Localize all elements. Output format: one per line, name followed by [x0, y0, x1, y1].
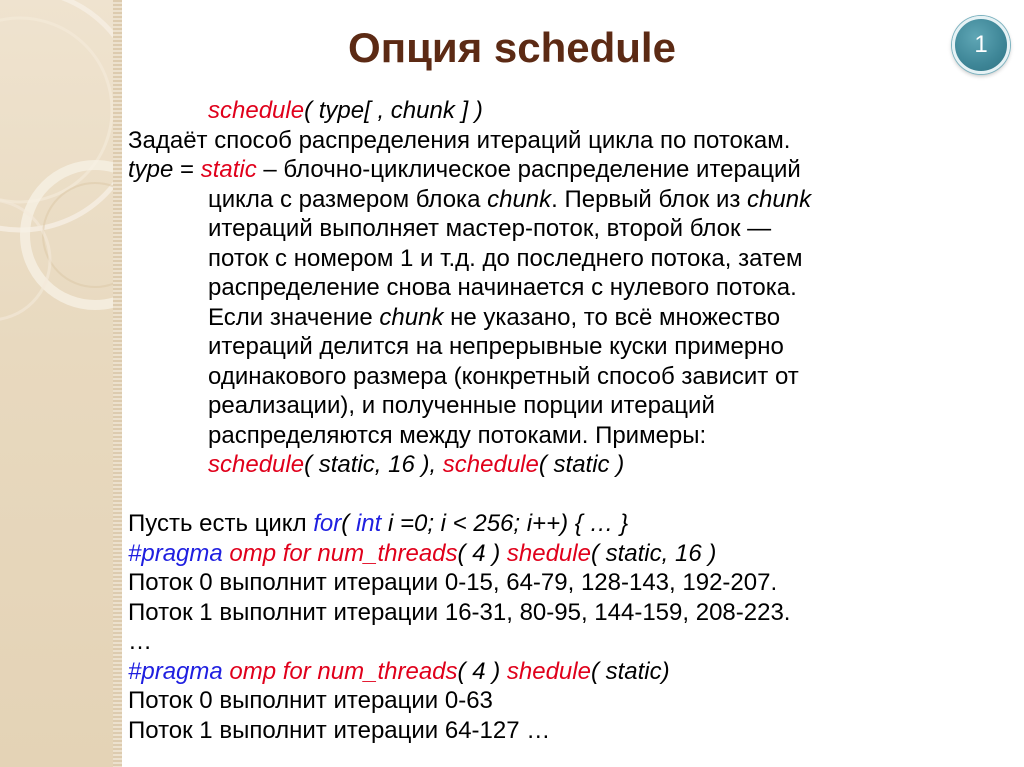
text-segment: Пусть есть цикл: [128, 510, 314, 537]
code-keyword: schedule: [442, 451, 539, 478]
code-keyword: shedule: [506, 657, 591, 685]
text-segment: ( static ): [538, 451, 625, 478]
text-line: [128, 96, 1008, 126]
code-keyword: #pragma: [128, 539, 223, 567]
text-line: [128, 391, 1008, 421]
text-segment: распределение снова начинается с нулевого потока.: [208, 274, 797, 301]
slide-content: [128, 96, 1008, 745]
text-segment: итераций делится на непрерывные куски примерно: [208, 333, 784, 360]
text-segment: Поток 1 выполнит итерации 64-127 …: [128, 716, 551, 744]
code-keyword: static: [200, 156, 257, 183]
text-segment: =: [173, 156, 201, 183]
text-segment: Поток 0 выполнит итерации 0-63: [128, 687, 493, 714]
text-line: [128, 539, 1008, 569]
code-keyword: schedule: [208, 97, 305, 124]
text-segment: i =0; i < 256; i++) { … }: [381, 510, 629, 537]
text-line: [128, 244, 1008, 274]
code-keyword: omp for num_threads: [222, 539, 458, 567]
slide-title: Опция schedule: [348, 24, 676, 71]
text-line: [128, 214, 1008, 244]
text-segment: реализации), и полученные порции итераций: [208, 392, 715, 419]
text-line: [128, 155, 1008, 185]
text-line: [128, 273, 1008, 303]
code-keyword: int: [355, 510, 382, 537]
text-segment: ( static, 16 ): [590, 539, 717, 567]
text-line: [128, 450, 1008, 480]
text-segment: ( static, 16 ),: [304, 451, 443, 478]
text-line: [128, 332, 1008, 362]
text-segment: распределяются между потоками. Примеры:: [208, 421, 707, 449]
text-segment: цикла с размером блока: [208, 185, 488, 213]
code-keyword: shedule: [506, 539, 591, 567]
text-segment: …: [128, 628, 152, 655]
text-line: [128, 421, 1008, 451]
text-line: [128, 657, 1008, 687]
text-segment: Если значение: [208, 303, 380, 331]
decorative-rings-graphic: [0, 0, 113, 767]
text-segment: итераций выполняет мастер-поток, второй блок —: [208, 215, 772, 242]
blank-line: [128, 480, 1008, 510]
text-segment: ( static): [590, 657, 670, 685]
text-segment: ( 4 ): [457, 657, 507, 685]
text-segment: Поток 0 выполнит итерации 0-15, 64-79, 128-143, 192-207.: [128, 569, 778, 596]
text-segment: ( type[ , chunk ] ): [304, 97, 483, 124]
text-segment: . Первый блок из: [551, 185, 748, 213]
text-segment: chunk: [379, 303, 444, 331]
text-segment: поток с номером 1 и т.д. до последнего потока, затем: [208, 244, 803, 272]
text-line: [128, 627, 1008, 657]
text-line: [128, 716, 1008, 746]
text-segment: Задаёт способ распределения итераций цикла по потокам.: [128, 126, 791, 154]
code-keyword: for: [313, 510, 342, 537]
text-segment: (: [341, 510, 356, 537]
page-number-badge: 1: [952, 16, 1010, 74]
code-keyword: schedule: [208, 451, 305, 478]
text-line: [128, 185, 1008, 215]
text-line: [128, 686, 1008, 716]
text-line: [128, 568, 1008, 598]
text-line: [128, 598, 1008, 628]
text-line: [128, 509, 1008, 539]
text-segment: Поток 1 выполнит итерации 16-31, 80-95, 144-159, 208-223.: [128, 598, 791, 626]
text-line: [128, 303, 1008, 333]
text-segment: chunk: [747, 185, 812, 213]
text-segment: не указано, то всё множество: [443, 303, 781, 331]
text-segment: chunk: [487, 185, 552, 213]
text-segment: одинакового размера (конкретный способ зависит от: [208, 362, 799, 390]
sidebar-divider: [113, 0, 122, 767]
code-keyword: #pragma: [128, 657, 223, 685]
text-line: [128, 126, 1008, 156]
text-segment: ( 4 ): [457, 539, 507, 567]
text-line: [128, 362, 1008, 392]
code-keyword: omp for num_threads: [222, 657, 458, 685]
text-segment: type: [128, 156, 174, 183]
decorative-sidebar: [0, 0, 113, 767]
text-segment: – блочно-циклическое распределение итераций: [256, 156, 801, 183]
